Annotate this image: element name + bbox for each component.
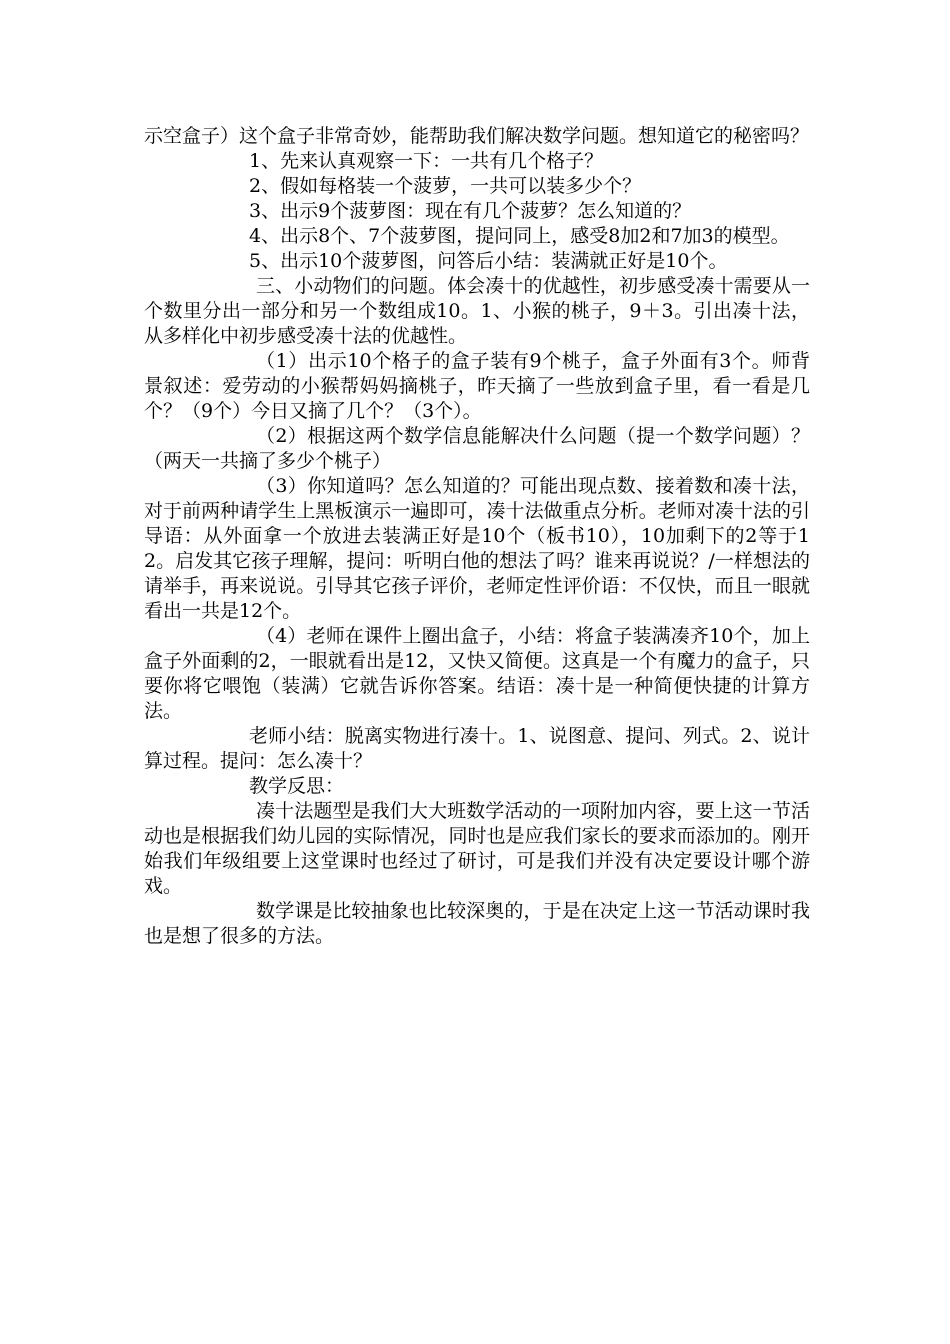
paragraph: 3、出示9个菠萝图：现在有几个菠萝？怎么知道的？ <box>249 200 692 222</box>
paragraph: 2、假如每格装一个菠萝，一共可以装多少个？ <box>249 175 642 197</box>
paragraph: （2）根据这两个数学信息能解决什么问题（提一个数学问题）？（两天一共摘了多少个桃子） <box>144 425 810 472</box>
section-heading-paragraph: 三、小动物们的问题。体会凑十的优越性，初步感受凑十需要从一个数里分出一部分和另一个数组成10。1、小猴的桃子，9＋3。引出凑十法，从多样化中初步感受凑十法的优越性。 <box>144 275 810 347</box>
summary-paragraph: 老师小结：脱离实物进行凑十。1、说图意、提问、列式。2、说计算过程。提问：怎么凑十？ <box>144 725 810 772</box>
paragraph: 5、出示10个菠萝图，问答后小结：装满就正好是10个。 <box>249 250 728 272</box>
paragraph: （3）你知道吗？怎么知道的？可能出现点数、接着数和凑十法，对于前两种请学生上黑板演示一遍即可，凑十法做重点分析。老师对凑十法的引导语：从外面拿一个放进去装满正好是10个（板书10），10加剩下的2等于12。启发其它孩子理解，提问：听明白他的想法了吗？谁来再说说？/一样想法的请举手，再来说说。引导其它孩子评价，老师定性评价语：不仅快，而且一眼就看出一共是12个。 <box>144 475 810 622</box>
reflection-heading: 教学反思： <box>249 775 345 797</box>
document-body <box>144 124 810 949</box>
paragraph: 数学课是比较抽象也比较深奥的，于是在决定上这一节活动课时我也是想了很多的方法。 <box>144 900 810 947</box>
paragraph: 1、先来认真观察一下：一共有几个格子？ <box>249 150 604 172</box>
paragraph: 凑十法题型是我们大大班数学活动的一项附加内容，要上这一节活动也是根据我们幼儿园的实际情况，同时也是应我们家长的要求而添加的。刚开始我们年级组要上这堂课时也经过了研讨，可是我们并没有决定要设计哪个游戏。 <box>144 800 810 897</box>
paragraph: 示空盒子）这个盒子非常奇妙，能帮助我们解决数学问题。想知道它的秘密吗？ <box>144 125 810 147</box>
paragraph: （4）老师在课件上圈出盒子，小结：将盒子装满凑齐10个，加上盒子外面剩的2，一眼就看出是12，又快又简便。这真是一个有魔力的盒子，只要你将它喂饱（装满）它就告诉你答案。结语：凑十是一种简便快捷的计算方法。 <box>144 625 810 722</box>
paragraph: 4、出示8个、7个菠萝图，提问同上，感受8加2和7加3的模型。 <box>249 225 790 247</box>
paragraph: （1）出示10个格子的盒子装有9个桃子，盒子外面有3个。师背景叙述：爱劳动的小猴帮妈妈摘桃子，昨天摘了一些放到盒子里，看一看是几个？（9个）今日又摘了几个？（3个）。 <box>144 350 810 422</box>
